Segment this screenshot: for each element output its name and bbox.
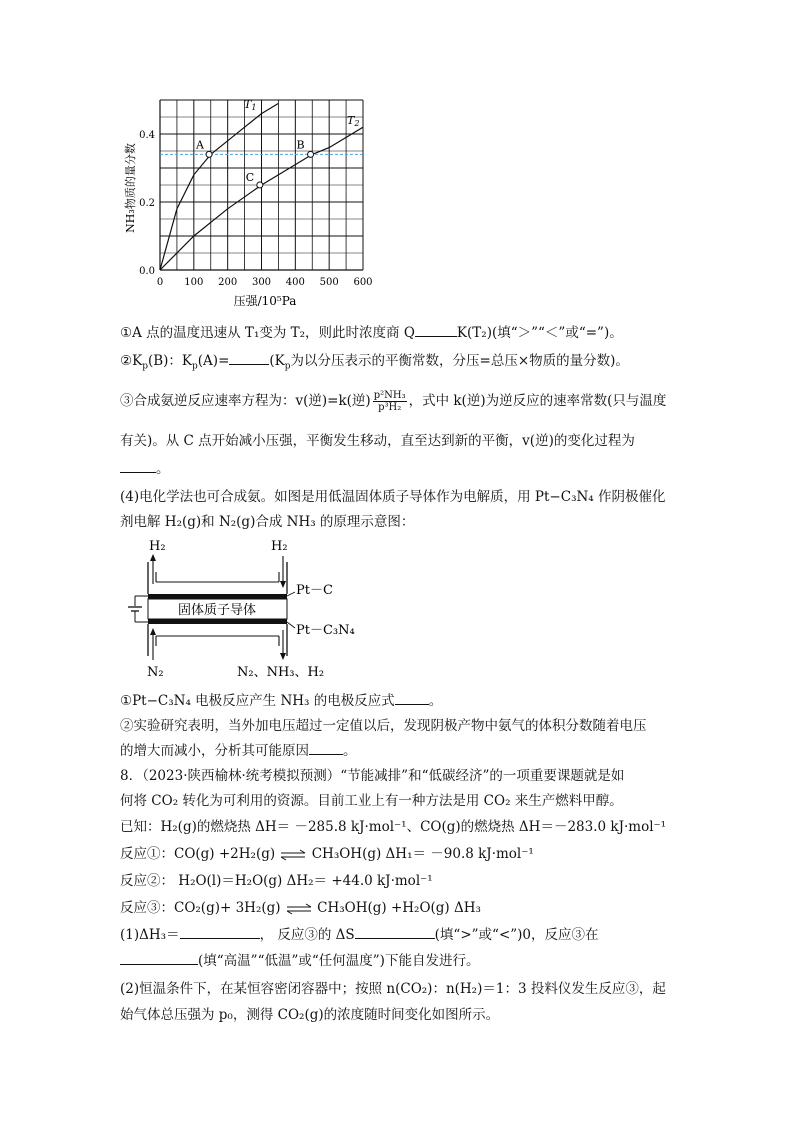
p8-line-1 (120, 767, 624, 785)
point-c (257, 182, 263, 188)
x-tick-labels (157, 277, 373, 288)
q2-sub: p (192, 361, 198, 372)
y-tick-label: 0.0 (139, 266, 155, 277)
label-outlet-gases: N₂、NH₃、H₂ (237, 665, 325, 680)
q2-text-e: 为以分压表示的平衡常数，分压=总压×物质的量分数)。 (290, 353, 629, 369)
q8-2-line-1 (120, 980, 666, 998)
y-tick-labels (139, 130, 155, 277)
e1-text: ①Pt−C₃N₄ 电极反应产生 NH₃ 的电极反应式 (120, 693, 395, 709)
reaction-3-right: CH₃OH(g) +H₂O(g) ΔH₃ (317, 900, 481, 916)
answer-blank (309, 754, 343, 755)
q2-text-d: (K (269, 353, 285, 369)
q8-1-text: (1)ΔH₃＝ (120, 927, 180, 943)
electrode-pt-c3n4 (148, 619, 287, 624)
label-h2-right: H₂ (271, 539, 288, 554)
q8-2-text: (2)恒温条件下，在某恒容密闭容器中；按照 n(CO₂)：n(H₂)＝1：3 投料仪发生反应③，起 (120, 981, 666, 997)
e1-line (120, 692, 442, 710)
answer-blank (180, 938, 260, 939)
q3-line-2 (120, 432, 635, 450)
label-n2: N₂ (147, 665, 164, 680)
answer-blank (229, 364, 269, 365)
q8-1-line-2 (120, 952, 479, 970)
p8-line-2 (120, 792, 623, 810)
q2-text-b: (B)：K (147, 353, 193, 369)
leader-line (287, 622, 295, 628)
x-tick-label: 200 (218, 277, 238, 288)
q2-sub: p (142, 361, 148, 372)
reaction-1-left: 反应①：CO(g) +2H₂(g) (120, 846, 276, 862)
q8-1-text-b: ， 反应③的 ΔS (259, 927, 355, 943)
point-a (206, 151, 212, 157)
e2-text-end: 。 (343, 743, 357, 759)
q8-1-text-d: (填“高温”“低温”或“任何温度”)下能自发进行。 (198, 953, 480, 969)
series-label-t1: T1 (244, 98, 257, 112)
x-tick-label: 100 (184, 277, 204, 288)
y-tick-label: 0.4 (139, 130, 155, 141)
p8-text: 8．（2023·陕西榆林·统考模拟预测）“节能减排”和“低碳经济”的一项重要课题就是如 (120, 768, 625, 784)
reaction-1-line (120, 845, 534, 863)
reaction-1-right: CH₃OH(g) ΔH₁＝ －90.8 kJ·mol⁻¹ (311, 846, 534, 862)
electrolysis-cell-diagram (115, 534, 395, 682)
arrow-head (150, 554, 156, 561)
point-label-a: A (196, 138, 205, 152)
e2-line-2 (120, 742, 357, 760)
q8-2-line-2 (120, 1006, 499, 1024)
reaction-3-left: 反应③：CO₂(g)+ 3H₂(g) (120, 900, 281, 916)
label-electrolyte: 固体质子导体 (177, 603, 257, 618)
e2-text: ②实验研究表明，当外加电压超过一定值以后，发现阴极产物中氨气的体积分数随着电压 (120, 718, 647, 734)
q2-line (120, 352, 629, 376)
known-line (120, 818, 666, 836)
answer-blank (395, 704, 429, 705)
y-tick-label: 0.2 (139, 198, 155, 209)
y-axis-label: NH₃物质的量分数 (124, 143, 137, 233)
q3-line-3 (120, 460, 170, 478)
q2-text: ②K (120, 353, 143, 369)
q3-text: ③合成氨逆反应速率方程为：v(逆)=k(逆) (120, 393, 371, 409)
answer-blank (120, 472, 156, 473)
point-b (308, 151, 314, 157)
p8-text-b: 何将 CO₂ 转化为可利用的资源。目前工业上有一种方法是用 CO₂ 来生产燃料甲醇。 (120, 793, 623, 809)
x-tick-label: 500 (319, 277, 339, 288)
p4-text: (4)电化学法也可合成氨。如图是用低温固体质子导体作为电解质，用 Pt−C₃N₄ 作阴极催化 (120, 489, 666, 505)
q3-line-1 (120, 390, 666, 413)
fraction-numerator: p²NH₃ (373, 390, 406, 401)
p4-line-1 (120, 488, 666, 506)
q3-text-c: 有关)。从 C 点开始减小压强，平衡发生移动，直至达到新的平衡，v(逆)的变化过程为 (120, 433, 635, 449)
point-label-b: B (296, 138, 305, 152)
x-tick-label: 600 (353, 277, 373, 288)
q3-text-b: ，式中 k(逆)为逆反应的速率常数(只与温度 (408, 393, 667, 409)
reaction-2-text: 反应②： H₂O(l)＝H₂O(g) ΔH₂＝ +44.0 kJ·mol⁻¹ (120, 873, 433, 889)
p4-line-2 (120, 513, 414, 531)
label-pt-c: Pt－C (296, 583, 333, 598)
rate-fraction (373, 390, 407, 413)
answer-blank (355, 938, 435, 939)
fraction-denominator: p³H₂ (378, 402, 402, 413)
q3-text-d: 。 (156, 461, 170, 477)
answer-blank (415, 336, 457, 337)
point-label-c: C (245, 171, 255, 184)
equilibrium-arrow-icon (285, 903, 313, 915)
q8-1-line (120, 926, 599, 944)
e1-text-end: 。 (428, 693, 443, 709)
e2-text-b: 的增大而减小，分析其可能原因 (120, 743, 309, 759)
q2-text-c: (A)= (197, 353, 230, 369)
reaction-2-line (120, 872, 433, 890)
q8-1-text-c: (填“>”或“<”)0，反应③在 (434, 927, 599, 943)
arrow-head (280, 653, 286, 660)
answer-blank (120, 964, 198, 965)
x-tick-label: 0 (156, 277, 164, 288)
x-tick-label: 400 (285, 277, 305, 288)
q8-2-text-b: 始气体总压强为 p₀，测得 CO₂(g)的浓度随时间变化如图所示。 (120, 1007, 500, 1023)
q1-text-end: K(T₂)(填“＞”“＜”或“=”)。 (456, 325, 623, 341)
x-axis-label: 压强/10⁵Pa (233, 294, 297, 308)
known-text: 已知：H₂(g)的燃烧热 ΔH＝ －285.8 kJ·mol⁻¹、CO(g)的燃烧热 ΔH＝－283.0 kJ·mol⁻¹ (120, 819, 667, 835)
x-tick-label: 300 (251, 277, 272, 288)
label-h2-left: H₂ (149, 539, 166, 554)
p4-text-b: 剂电解 H₂(g)和 N₂(g)合成 NH₃ 的原理示意图： (120, 514, 415, 530)
arrow-head (280, 581, 286, 588)
equilibrium-arrow-icon (279, 849, 307, 861)
leader-line (287, 592, 295, 596)
q2-sub: p (284, 361, 291, 372)
arrow-head (150, 628, 156, 635)
q1-text: ①A 点的温度迅速从 T₁变为 T₂，则此时浓度商 Q (120, 325, 415, 341)
e2-line-1 (120, 717, 647, 735)
series-label-t2: T2 (347, 114, 360, 128)
reaction-3-line (120, 899, 481, 917)
q1-line (120, 324, 623, 342)
electrode-pt-c (148, 594, 287, 599)
nh3-fraction-chart (120, 88, 380, 318)
label-pt-c3n4: Pt－C₃N₄ (296, 623, 355, 638)
